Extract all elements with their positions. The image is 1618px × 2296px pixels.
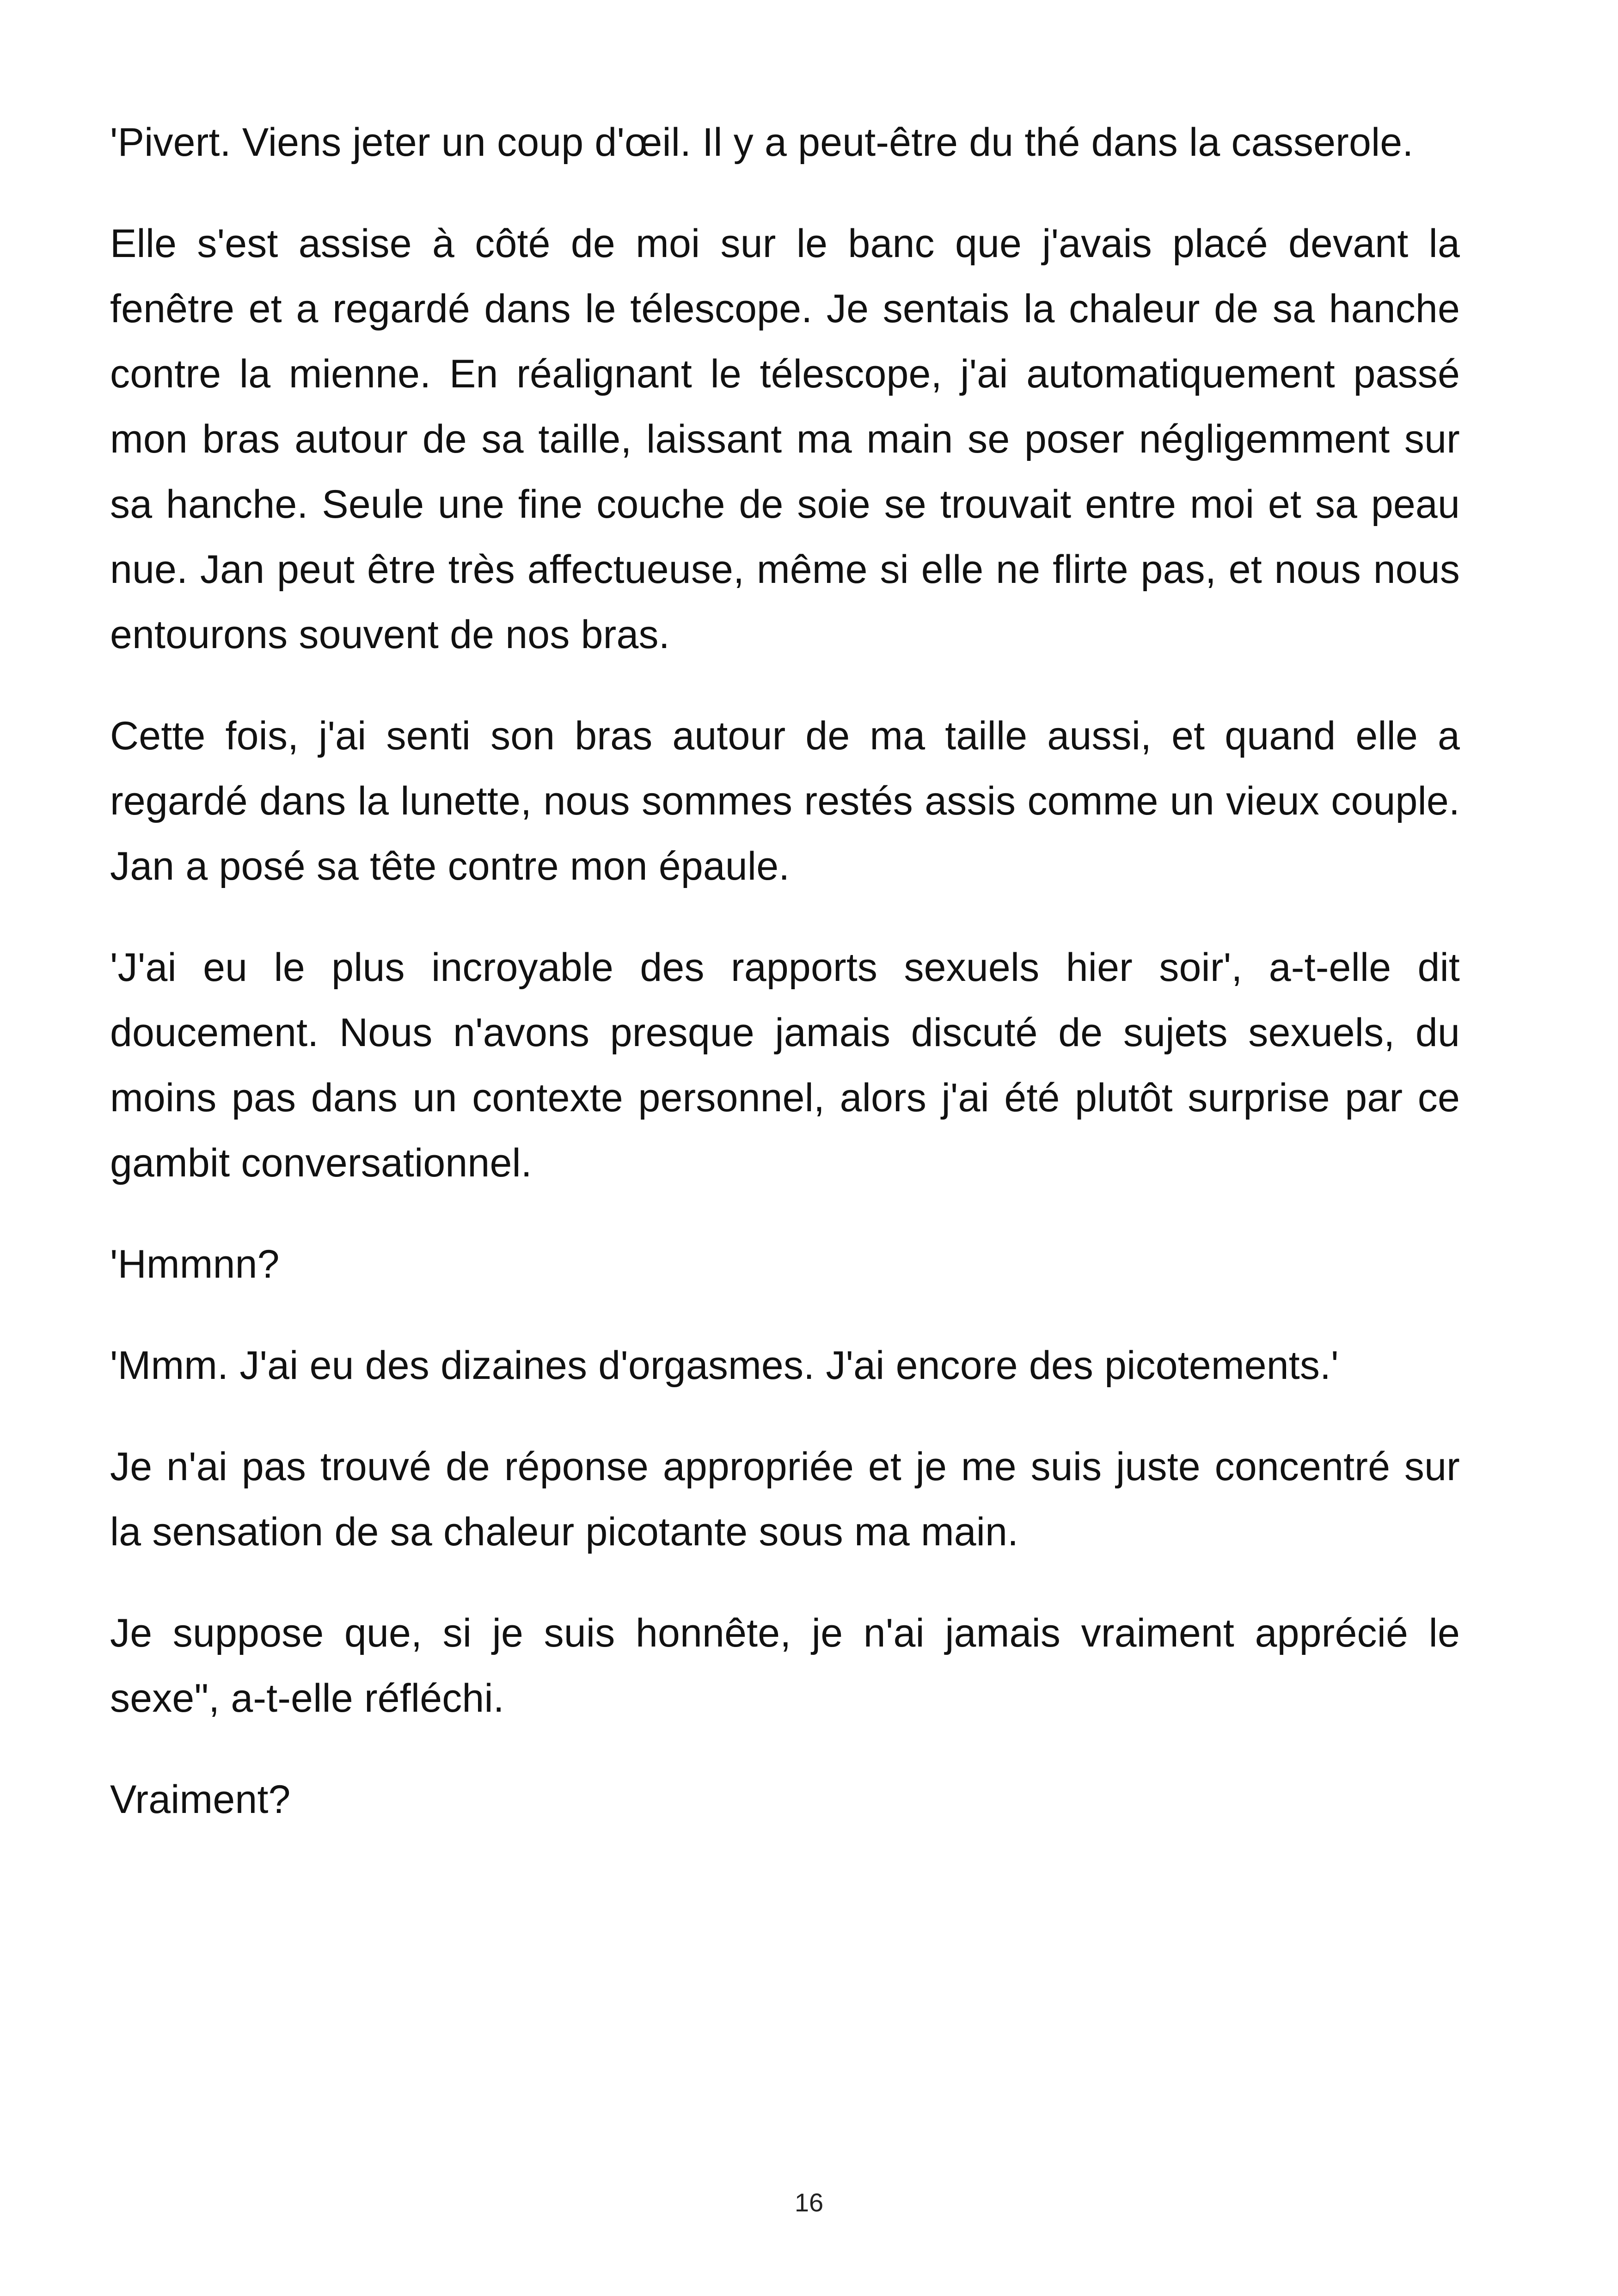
paragraph: Elle s'est assise à côté de moi sur le banc que j'avais placé devant la fenêtre et a regardé dans le télescope. Je sentais la chaleur de sa hanche contre la mienne. En réalignant le télescope, j'ai automatiquement passé mon bras autour de sa taille, laissant ma main se poser négligemment sur sa hanche. Seule une fine couche de soie se trouvait entre moi et sa peau nue. Jan peut être très affectueuse, même si elle ne flirte pas, et nous nous entourons souvent de nos bras. (110, 221, 1460, 657)
paragraph: 'Pivert. Viens jeter un coup d'œil. Il y a peut-être du thé dans la casserole. (110, 120, 1414, 165)
paragraph: Je n'ai pas trouvé de réponse appropriée et je me suis juste concentré sur la sensation de sa chaleur picotante sous ma main. (110, 1445, 1460, 1554)
page-number: 16 (794, 2188, 824, 2217)
paragraph: Je suppose que, si je suis honnête, je n'ai jamais vraiment apprécié le sexe", a-t-elle réfléchi. (110, 1611, 1460, 1720)
page-body (110, 110, 1460, 1868)
paragraph: Vraiment? (110, 1777, 291, 1822)
paragraph: 'J'ai eu le plus incroyable des rapports sexuels hier soir', a-t-elle dit doucement. Nous n'avons presque jamais discuté de sujets sexuels, du moins pas dans un contexte personnel, alors j'ai été plutôt surprise par ce gambit conversationnel. (110, 945, 1460, 1185)
paragraph: 'Hmmnn? (110, 1242, 280, 1286)
paragraph: 'Mmm. J'ai eu des dizaines d'orgasmes. J'ai encore des picotements.' (110, 1343, 1339, 1388)
paragraph: Cette fois, j'ai senti son bras autour de ma taille aussi, et quand elle a regardé dans la lunette, nous sommes restés assis comme un vieux couple. Jan a posé sa tête contre mon épaule. (110, 714, 1460, 888)
